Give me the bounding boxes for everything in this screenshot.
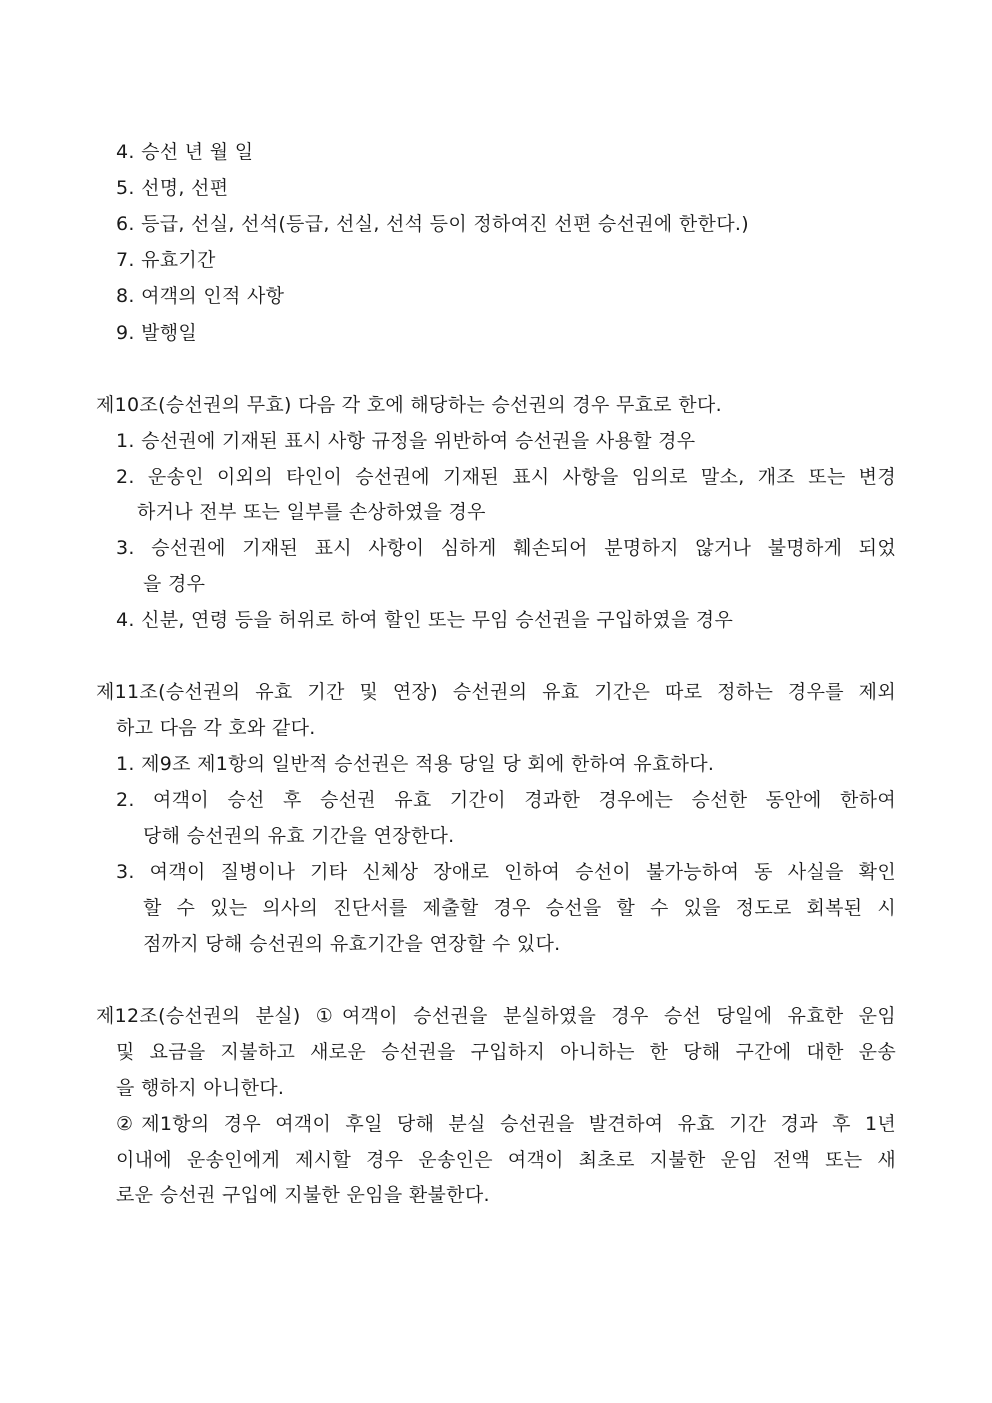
list-item-continuation: 점까지 당해 승선권의 유효기간을 연장할 수 있다. bbox=[143, 933, 561, 955]
list-item: 8. 여객의 인적 사항 bbox=[116, 285, 285, 307]
paragraph-line: 및 요금을 지불하고 새로운 승선권을 구입하지 아니하는 한 당해 구간에 대한 운송 bbox=[116, 1041, 896, 1063]
list-item: 6. 등급, 선실, 선석(등급, 선실, 선석 등이 정하여진 선편 승선권에 한한다.) bbox=[116, 213, 749, 235]
list-item-continuation: 당해 승선권의 유효 기간을 연장한다. bbox=[143, 825, 455, 847]
list-item: 9. 발행일 bbox=[116, 322, 198, 344]
article-11-heading-continuation: 하고 다음 각 호와 같다. bbox=[116, 717, 316, 739]
paragraph-line: ②제1항의 경우 여객이 후일 당해 분실 승선권을 발견하여 유효 기간 경과 후 1년 bbox=[116, 1113, 896, 1135]
list-item: 1. 승선권에 기재된 표시 사항 규정을 위반하여 승선권을 사용할 경우 bbox=[116, 430, 696, 452]
article-11-heading: 제11조(승선권의 유효 기간 및 연장) 승선권의 유효 기간은 따로 정하는 경우를 제외 bbox=[96, 681, 896, 703]
list-item: 2. 운송인 이외의 타인이 승선권에 기재된 표시 사항을 임의로 말소, 개조 또는 변경 bbox=[116, 466, 896, 488]
list-item: 5. 선명, 선편 bbox=[116, 177, 229, 199]
list-item: 4. 승선 년 월 일 bbox=[116, 141, 254, 163]
list-item: 2. 여객이 승선 후 승선권 유효 기간이 경과한 경우에는 승선한 동안에 한하여 bbox=[116, 789, 896, 811]
list-item: 4. 신분, 연령 등을 허위로 하여 할인 또는 무임 승선권을 구입하였을 경우 bbox=[116, 609, 734, 631]
paragraph-line: 을 행하지 아니한다. bbox=[116, 1077, 285, 1099]
list-item-continuation: 할 수 있는 의사의 진단서를 제출할 경우 승선을 할 수 있을 정도로 회복된 시 bbox=[143, 897, 896, 919]
paragraph-line: 이내에 운송인에게 제시할 경우 운송인은 여객이 최초로 지불한 운임 전액 또는 새 bbox=[116, 1149, 896, 1171]
list-item: 7. 유효기간 bbox=[116, 249, 216, 271]
paragraph-line: 로운 승선권 구입에 지불한 운임을 환불한다. bbox=[116, 1184, 490, 1206]
list-item: 3. 여객이 질병이나 기타 신체상 장애로 인하여 승선이 불가능하여 동 사실을 확인 bbox=[116, 861, 896, 883]
article-10-heading: 제10조(승선권의 무효) 다음 각 호에 해당하는 승선권의 경우 무효로 한다. bbox=[96, 394, 722, 416]
list-item-continuation: 하거나 전부 또는 일부를 손상하였을 경우 bbox=[137, 501, 486, 523]
list-item-continuation: 을 경우 bbox=[143, 573, 206, 595]
article-12-heading: 제12조(승선권의 분실) ①여객이 승선권을 분실하였을 경우 승선 당일에 유효한 운임 bbox=[96, 1005, 896, 1027]
list-item: 3. 승선권에 기재된 표시 사항이 심하게 훼손되어 분명하지 않거나 불명하게 되었 bbox=[116, 537, 896, 559]
list-item: 1. 제9조 제1항의 일반적 승선권은 적용 당일 당 회에 한하여 유효하다. bbox=[116, 753, 715, 775]
